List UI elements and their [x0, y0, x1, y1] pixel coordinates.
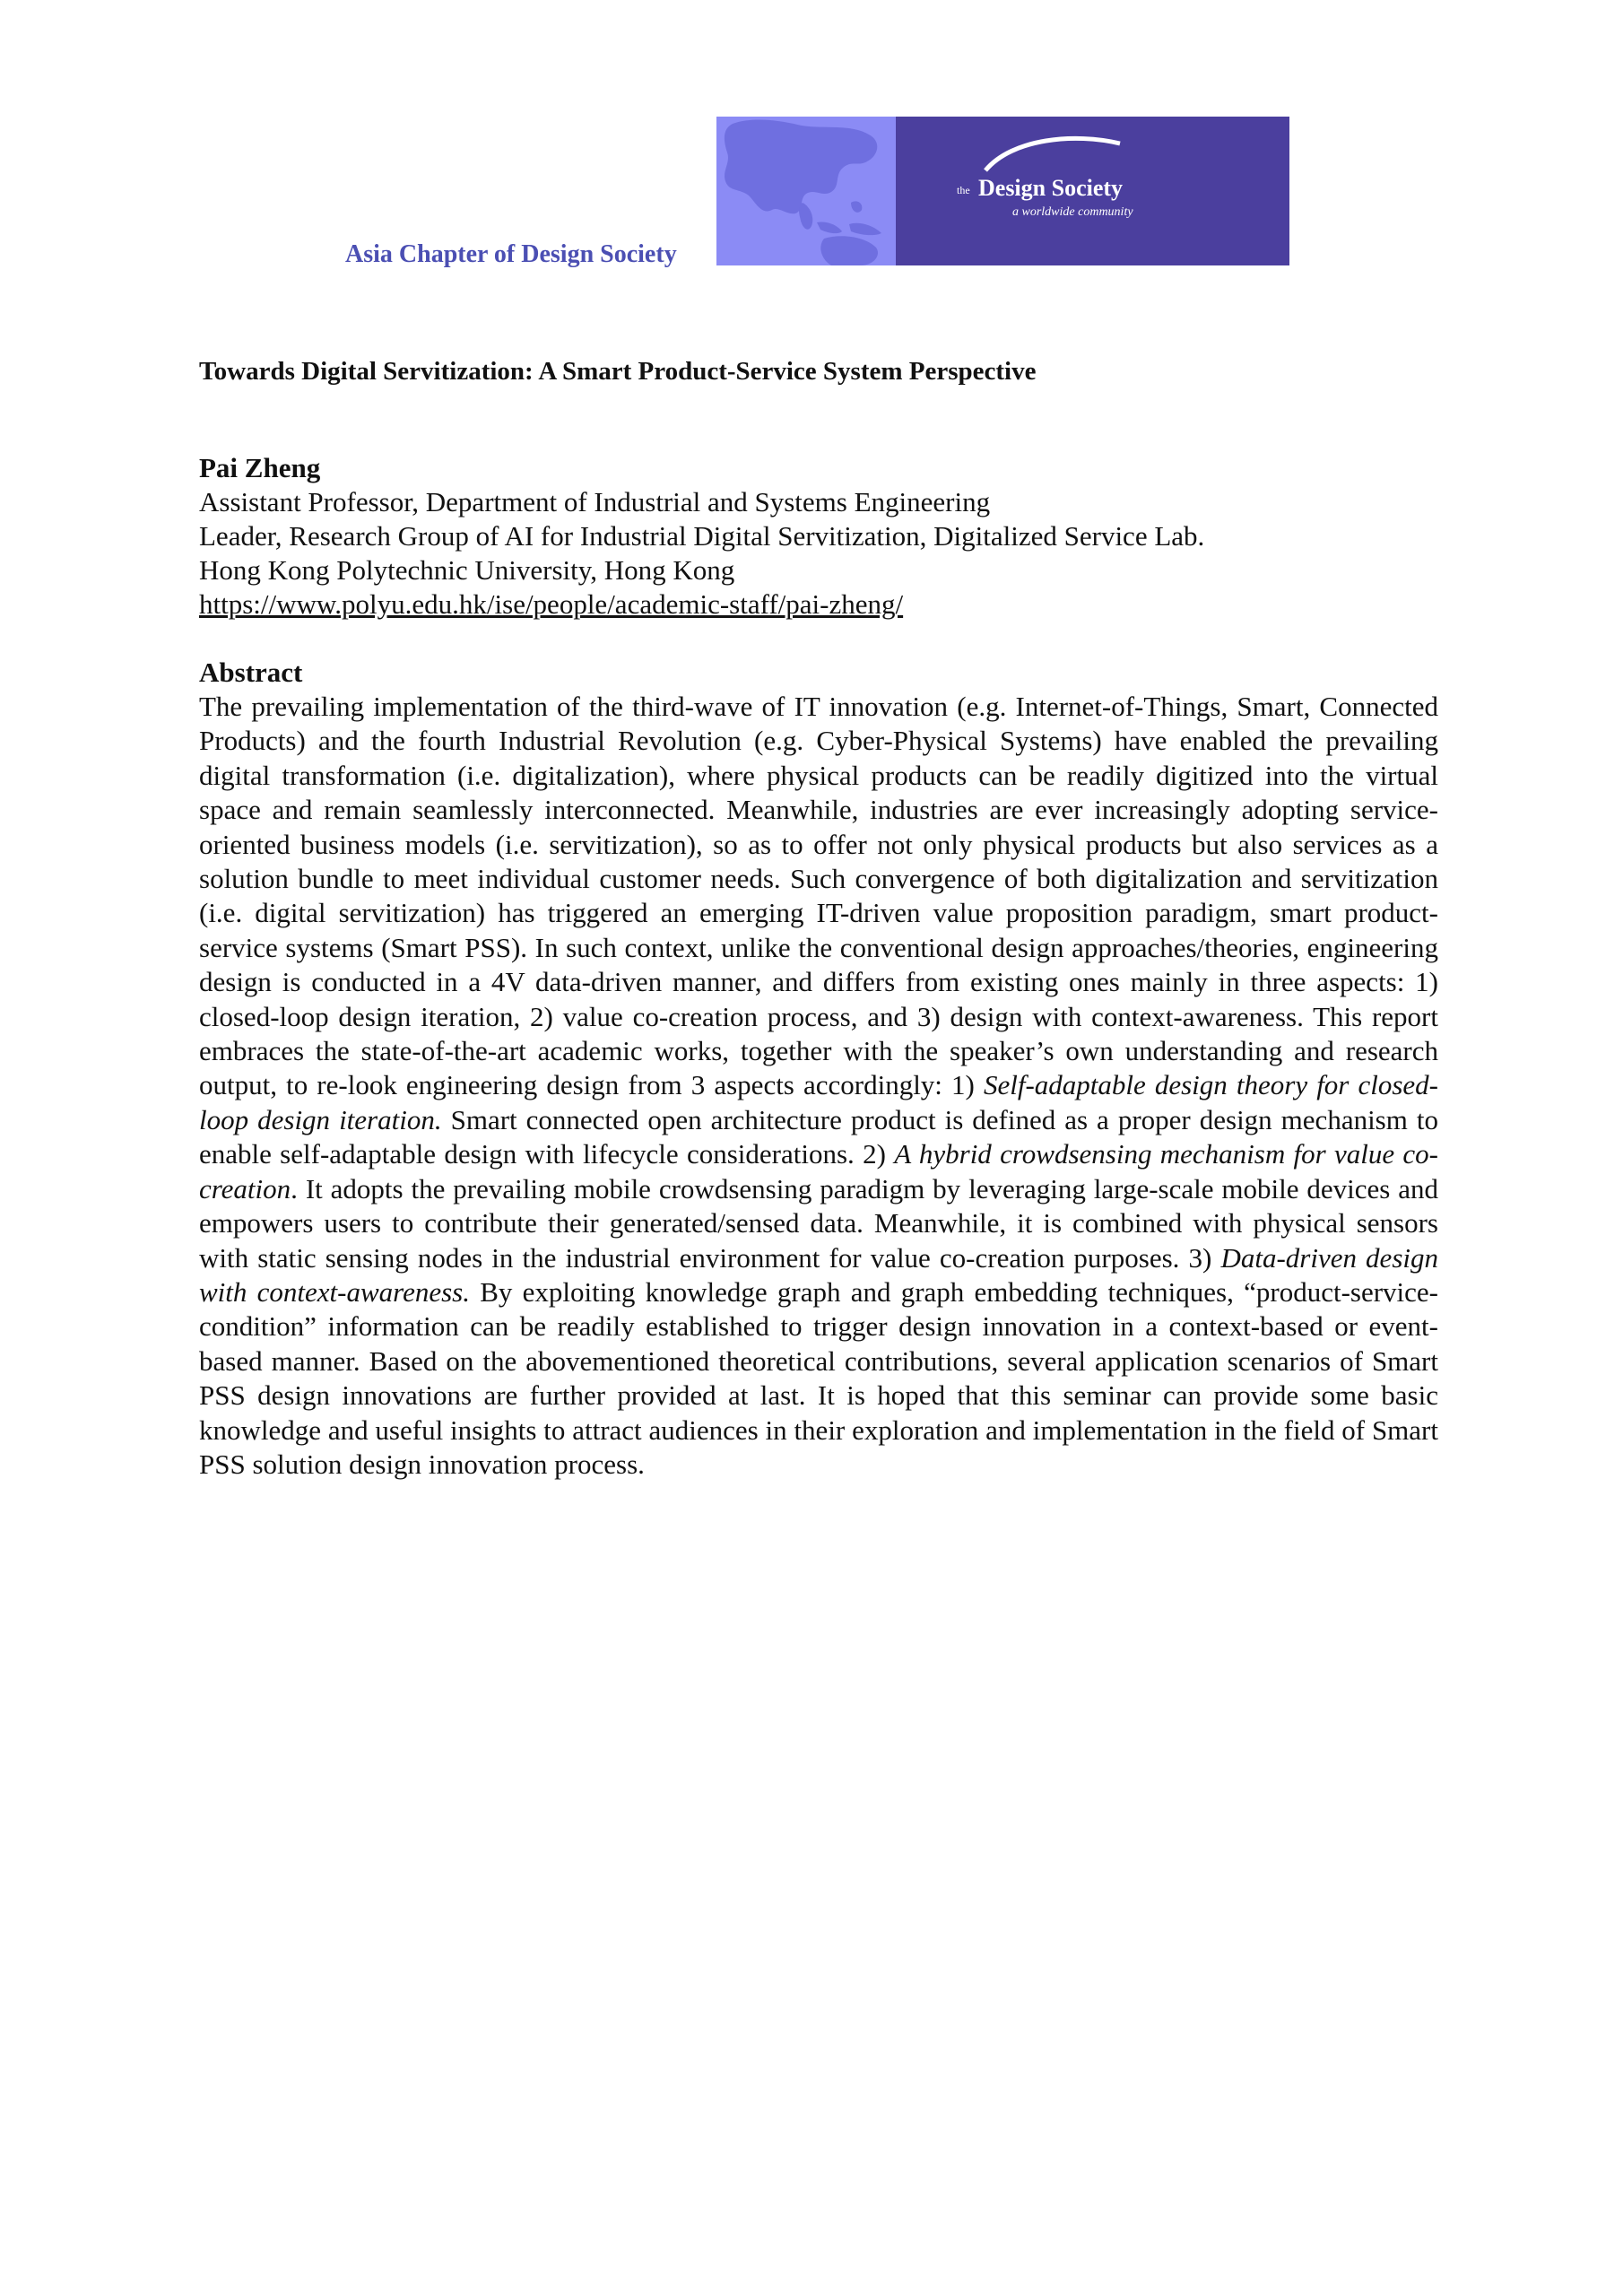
chapter-label: Asia Chapter of Design Society: [345, 240, 677, 268]
author-profile-link[interactable]: https://www.polyu.edu.hk/ise/people/academic-staff/pai-zheng/: [199, 588, 904, 620]
abstract-text-4: By exploiting knowledge graph and graph embedding techniques, “product-service-condition” information can be readily established to trigger design innovation in a context-based or event-based manner. Based on the abovementioned theoretical contributions, several application scenarios of Smart PSS design innovations are further provided at last. It is hoped that this seminar can provide some basic knowledge and useful insights to attract audiences in their exploration and implementation in the field of Smart PSS solution design innovation process.: [199, 1275, 1438, 1480]
author-position: Assistant Professor, Department of Industrial and Systems Engineering: [199, 486, 991, 517]
author-name: Pai Zheng: [199, 452, 321, 483]
logo-tagline: a worldwide community: [1012, 205, 1133, 219]
abstract-text-1: The prevailing implementation of the third-wave of IT innovation (e.g. Internet-of-Things, Smart, Connected Products) and the fourth Industrial Revolution (e.g. Cyber-Physical Systems) have enabled the prevailing digital transformation (i.e. digitalization), where physical products can be readily digitized into the virtual space and remain seamlessly interconnected. Meanwhile, industries are ever increasingly adopting service-oriented business models (i.e. servitization), so as to offer not only physical products but also services as a solution bundle to meet individual customer needs. Such convergence of both digitalization and servitization (i.e. digital servitization) has triggered an emerging IT-driven value proposition paradigm, smart product-service systems (Smart PSS). In such context, unlike the conventional design approaches/theories, engineering design is conducted in a 4V data-driven manner, and differs from existing ones mainly in three aspects: 1) closed-loop design iteration, 2) value co-creation process, and 3) design with context-awareness. This report embraces the state-of-the-art academic works, together with the speaker’s own understanding and research output, to re-look engineering design from 3 aspects accordingly: 1): [199, 691, 1438, 1101]
logo-small-text: the: [957, 184, 970, 196]
abstract-italic-1: Self-adaptable design theory for closed-loop design iteration.: [199, 1069, 1438, 1135]
abstract-italic-2: A hybrid crowdsensing mechanism for value co-creation: [199, 1138, 1438, 1205]
document-content: [199, 354, 1438, 1482]
abstract-heading: Abstract: [199, 657, 303, 688]
document-title: Towards Digital Servitization: A Smart Product-Service System Perspective: [199, 357, 1037, 386]
abstract-italic-3: Data-driven design with context-awareness.: [199, 1241, 1438, 1308]
author-institution: Hong Kong Polytechnic University, Hong Kong: [199, 554, 735, 586]
design-society-banner: [716, 117, 1289, 265]
logo-text: Design Society: [978, 175, 1124, 201]
abstract-body: [199, 690, 1438, 1482]
abstract-text-2: Smart connected open architecture product is defined as a proper design mechanism to enable self-adaptable design with lifecycle considerations. 2): [199, 1103, 1438, 1170]
author-group: Leader, Research Group of AI for Industrial Digital Servitization, Digitalized Service Lab.: [199, 520, 1205, 552]
banner-graphic: [716, 117, 1289, 265]
abstract-text-3: . It adopts the prevailing mobile crowdsensing paradigm by leveraging large-scale mobile devices and empowers users to contribute their generated/sensed data. Meanwhile, it is combined with physical sensors with static sensing nodes in the industrial environment for value co-creation purposes. 3): [199, 1172, 1438, 1274]
author-block: [199, 451, 1438, 622]
